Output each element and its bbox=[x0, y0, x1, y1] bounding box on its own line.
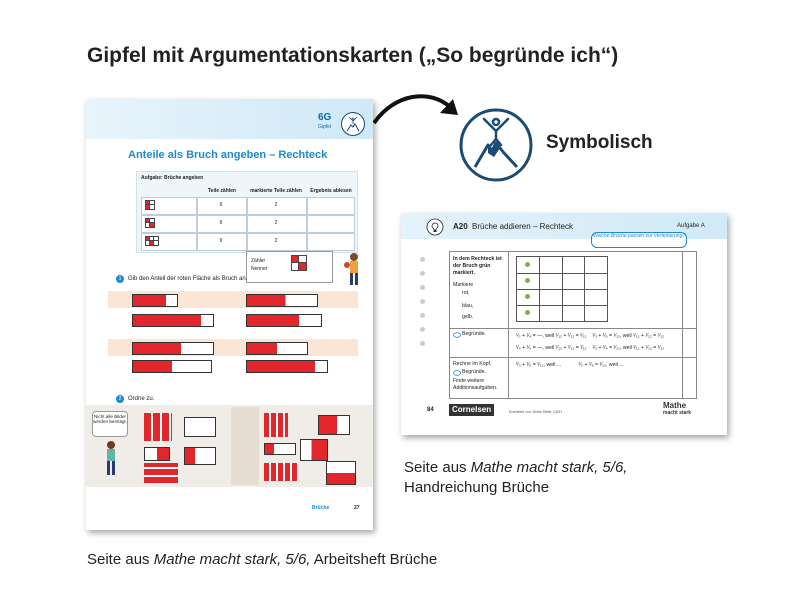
workbook-footer-page: 27 bbox=[354, 505, 360, 511]
markiere-text: Markiere bbox=[453, 282, 474, 288]
workbook-page bbox=[86, 99, 373, 530]
green-dot bbox=[525, 262, 530, 267]
fraction-table bbox=[136, 171, 358, 253]
weil-label: weil bbox=[608, 362, 618, 368]
row1-count: 6 bbox=[219, 202, 223, 208]
caption-left-prefix: Seite aus bbox=[87, 551, 154, 568]
summit-badge-icon bbox=[341, 112, 365, 136]
caption-left-book: Mathe macht stark, 5/6, bbox=[153, 551, 311, 568]
curved-arrow-icon bbox=[370, 85, 465, 130]
weil-label: weil bbox=[545, 345, 555, 351]
workbook-footer-topic: Brüche bbox=[312, 505, 330, 511]
workbook-code: 6G bbox=[318, 112, 332, 123]
finde-text: Finde weitere Additionsaufgaben. bbox=[453, 378, 498, 391]
task1-number: 1 bbox=[116, 275, 124, 283]
weil-label: weil bbox=[622, 345, 632, 351]
caption-right-prefix: Seite aus bbox=[404, 459, 471, 476]
begruende-text: Begründe. bbox=[462, 331, 486, 337]
speech-bubble: Nicht alle Bilder werden benötigt. bbox=[92, 411, 128, 437]
blau-text: blau, bbox=[462, 303, 474, 309]
symbol-label: Symbolisch bbox=[546, 132, 653, 153]
child-figure-icon bbox=[344, 251, 364, 289]
weil-label: weil bbox=[622, 333, 632, 339]
handreichung-page bbox=[401, 213, 727, 435]
col-header-marked: markierte Teile zählen bbox=[250, 188, 302, 194]
row1-marked: 2 bbox=[274, 202, 278, 208]
equation-row-2: ¹⁄₄ + ¹⁄₆ = —, weil ¹⁄₁₂ + ¹⁄₁₂ = ¹⁄₁₂ ¹⁄₃ + ¹⁄₄ = ¹⁄₁₂, weil ¹⁄₁₂ + ¹⁄₁₂ = ¹⁄₁₂ bbox=[516, 345, 665, 351]
summit-climber-icon bbox=[458, 107, 534, 183]
task2-number: 2 bbox=[116, 395, 124, 403]
row3-count: 9 bbox=[219, 238, 223, 244]
row2-marked: 2 bbox=[274, 220, 278, 226]
col-header-result: Ergebnis ablesen bbox=[310, 188, 352, 194]
rechne-text: Rechne im Kopf. bbox=[453, 361, 492, 367]
row2-count: 6 bbox=[219, 220, 223, 226]
speech-icon bbox=[453, 332, 461, 338]
caption-left bbox=[87, 550, 437, 570]
green-dot bbox=[525, 310, 530, 315]
equation-row-3: ²⁄₃ + ¹⁄₆ = ¹⁄₁₂, weil ... ¹⁄₂ + ¹⁄₆ = ¹⁄₁₂, weil ... bbox=[516, 362, 624, 368]
green-dot bbox=[525, 278, 530, 283]
green-dot bbox=[525, 294, 530, 299]
speech-icon bbox=[453, 370, 461, 376]
publisher-logo: Cornelsen bbox=[449, 404, 494, 416]
page-title: Gipfel mit Argumentationskarten („So begründe ich“) bbox=[87, 44, 619, 67]
weil-label: weil bbox=[546, 362, 556, 368]
brand-line1: Mathe bbox=[663, 401, 687, 410]
handreichung-page-number: 84 bbox=[427, 407, 434, 413]
weil-label: weil bbox=[545, 333, 555, 339]
brand-line2: macht stark bbox=[663, 410, 692, 416]
grid-rectangle bbox=[516, 256, 608, 322]
caption-right-line2: Handreichung Brüche bbox=[404, 479, 550, 496]
caption-left-suffix: Arbeitsheft Brüche bbox=[310, 551, 438, 568]
question-bubble: Welche Brüche passen zur Verfeinerung? bbox=[591, 232, 687, 248]
caption-right bbox=[404, 458, 627, 498]
workbook-sub: Gipfel bbox=[318, 124, 332, 130]
col-header-count: Teile zählen bbox=[208, 188, 236, 194]
task1-text: Gib den Anteil der roten Fläche als Bruch an. bbox=[128, 276, 248, 282]
equation-row-1: ¹⁄₂ + ¹⁄₄ = —, weil ¹⁄₁₂ + ¹⁄₁₂ = ¹⁄₁₂ ¹⁄₃ + ¹⁄₆ = ¹⁄₁₂, weil ¹⁄₁₂ + ¹⁄₁₂ = ¹⁄₁₂ bbox=[516, 333, 664, 339]
handreichung-code: A20 bbox=[453, 222, 468, 231]
brand-logo bbox=[663, 402, 691, 416]
lightbulb-icon bbox=[426, 218, 444, 236]
fraction-hint-box bbox=[246, 251, 333, 283]
gelb-text: gelb. bbox=[462, 314, 474, 320]
rot-text: rot, bbox=[462, 290, 470, 296]
table-title: Aufgabe: Brüche angeben bbox=[141, 175, 204, 181]
zaehler-label: Zähler bbox=[251, 258, 266, 264]
task2-fraction-column bbox=[231, 407, 259, 485]
task2-text: Ordne zu. bbox=[128, 396, 155, 402]
caption-right-book: Mathe macht stark, 5/6, bbox=[470, 459, 628, 476]
intro-text: In dem Rechteck ist der Bruch grün markiert. bbox=[453, 256, 502, 276]
binder-holes bbox=[420, 257, 426, 397]
handreichung-content bbox=[449, 251, 697, 399]
workbook-heading: Anteile als Bruch angeben – Rechteck bbox=[128, 149, 328, 161]
begruende-text-2: Begründe. bbox=[462, 369, 486, 375]
handreichung-title: Brüche addieren – Rechteck bbox=[472, 222, 573, 231]
nenner-label: Nenner bbox=[251, 266, 268, 272]
author-credit: Erarbeitet von: Ulrike Steile, IQSH bbox=[509, 410, 562, 414]
handreichung-aufgabe: Aufgabe A bbox=[677, 223, 705, 229]
row3-marked: 2 bbox=[274, 238, 278, 244]
girl-figure-icon bbox=[102, 439, 120, 479]
